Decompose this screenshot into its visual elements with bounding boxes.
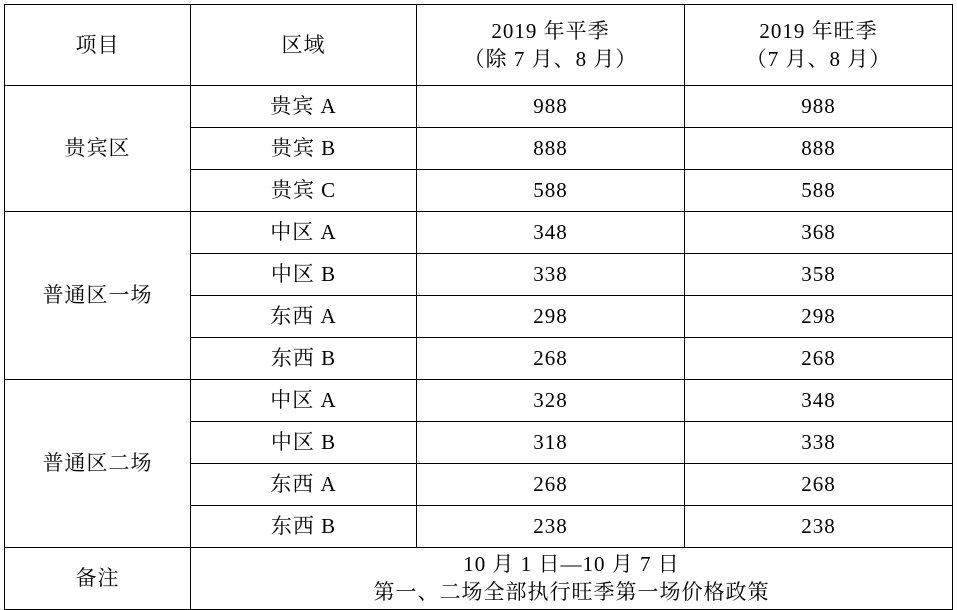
high-season-price: 298 <box>685 296 953 338</box>
header-low-season-line1: 2019 年平季 <box>491 18 610 43</box>
high-season-price: 268 <box>685 338 953 380</box>
group-label-standard-one: 普通区一场 <box>5 212 191 380</box>
high-season-price: 238 <box>685 506 953 548</box>
zone-label: 中区 B <box>191 422 417 464</box>
zone-label: 中区 A <box>191 380 417 422</box>
low-season-price: 268 <box>417 338 685 380</box>
header-low-season-line2: （除 7 月、8 月） <box>463 47 638 71</box>
group-label-standard-two: 普通区二场 <box>5 380 191 548</box>
zone-label: 东西 B <box>191 506 417 548</box>
price-table <box>4 4 953 610</box>
zone-label: 贵宾 C <box>191 170 417 212</box>
high-season-price: 268 <box>685 464 953 506</box>
table-row <box>5 212 953 254</box>
high-season-price: 988 <box>685 86 953 128</box>
header-zone: 区域 <box>191 5 417 86</box>
note-label: 备注 <box>5 548 191 610</box>
zone-label: 中区 A <box>191 212 417 254</box>
note-line-2: 第一、二场全部执行旺季第一场价格政策 <box>373 580 770 605</box>
high-season-price: 338 <box>685 422 953 464</box>
zone-label: 东西 A <box>191 464 417 506</box>
note-body <box>191 548 953 610</box>
header-high-season <box>685 5 953 86</box>
zone-label: 东西 A <box>191 296 417 338</box>
high-season-price: 358 <box>685 254 953 296</box>
high-season-price: 588 <box>685 170 953 212</box>
zone-label: 东西 B <box>191 338 417 380</box>
low-season-price: 988 <box>417 86 685 128</box>
low-season-price: 328 <box>417 380 685 422</box>
table-row <box>5 380 953 422</box>
note-line-1: 10 月 1 日—10 月 7 日 <box>463 552 680 576</box>
table-header-row <box>5 5 953 86</box>
zone-label: 贵宾 B <box>191 128 417 170</box>
high-season-price: 348 <box>685 380 953 422</box>
header-high-season-line1: 2019 年旺季 <box>759 18 878 43</box>
zone-label: 贵宾 A <box>191 86 417 128</box>
header-item: 项目 <box>5 5 191 86</box>
zone-label: 中区 B <box>191 254 417 296</box>
group-label-vip: 贵宾区 <box>5 86 191 212</box>
header-low-season <box>417 5 685 86</box>
header-high-season-line2: （7 月、8 月） <box>745 47 892 71</box>
table-note-row <box>5 548 953 610</box>
low-season-price: 268 <box>417 464 685 506</box>
low-season-price: 238 <box>417 506 685 548</box>
low-season-price: 298 <box>417 296 685 338</box>
low-season-price: 888 <box>417 128 685 170</box>
low-season-price: 348 <box>417 212 685 254</box>
high-season-price: 368 <box>685 212 953 254</box>
table-row <box>5 86 953 128</box>
low-season-price: 588 <box>417 170 685 212</box>
low-season-price: 318 <box>417 422 685 464</box>
low-season-price: 338 <box>417 254 685 296</box>
high-season-price: 888 <box>685 128 953 170</box>
